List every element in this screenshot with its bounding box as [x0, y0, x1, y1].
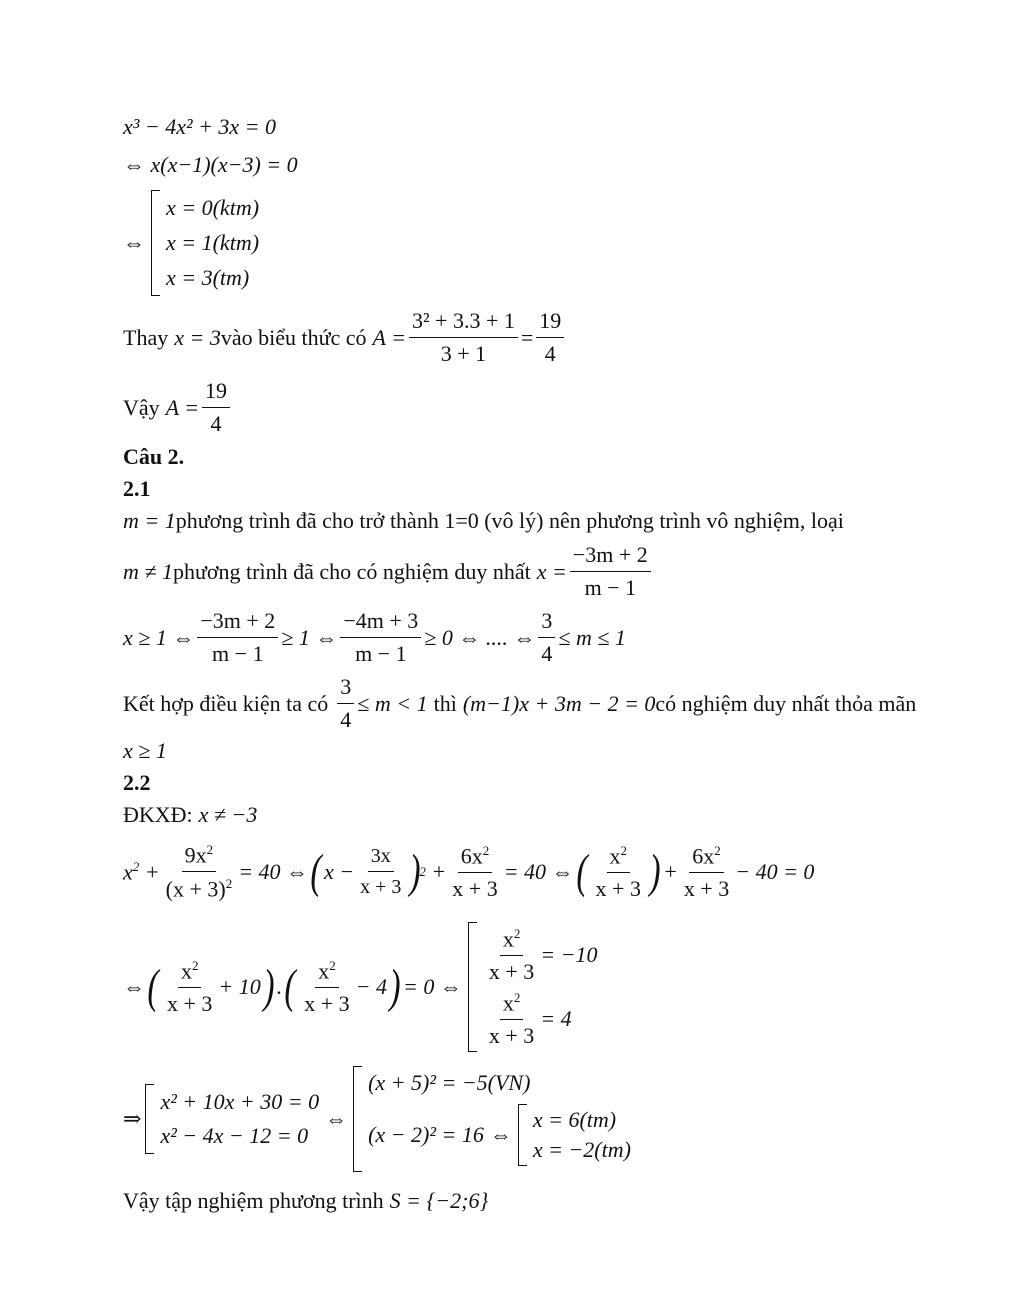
fraction-a: $\frac{\text{3² + 3.3 + 1}}{3 + 1}$: [409, 310, 518, 365]
final-answer: Vậy tập nghiệm phương trình S = {−2;6}: [123, 1188, 489, 1213]
condition-x-ge-1: x ≥ 1: [123, 738, 167, 763]
combine-conditions: Kết hợp điều kiện ta có $\frac{3}{4}$ ≤ m < 1 thì (m−1)x + 3m − 2 = 0 có nghiệm duy nhất thỏa mãn: [123, 674, 917, 732]
bracket: [151, 190, 160, 296]
domain-condition: ĐKXĐ: x ≠ −3: [123, 802, 258, 827]
conclusion-a: Vậy A = $\frac{19}{4}$: [123, 380, 233, 435]
case-x0: x = 0(ktm): [166, 195, 260, 221]
system-eq-4: (x − 2)² = 16: [368, 1122, 484, 1147]
solution-1: x = 6(tm): [532, 1107, 617, 1132]
fraction-solution: $\frac{-3m + 2}{m - 1}$: [570, 544, 651, 599]
text-line-mne1: m ≠ 1 phương trình đã cho có nghiệm duy nhất x = $\frac{-3m + 2}{m - 1}$: [123, 544, 654, 599]
system-eq-2: x² − 4x − 12 = 0: [160, 1123, 309, 1148]
heading-2-1: 2.1: [123, 476, 151, 501]
case-x3: x = 3(tm): [166, 264, 250, 290]
equation-system: ⇒ x² + 10x + 30 = 0 x² − 4x − 12 = 0 ⇔ (x + 5)² = −5(VN) (x − 2)² = 16 ⇔ x = 6(tm) x = −2(tm): [123, 1066, 631, 1172]
substitution-line: Thay x = 3 vào biểu thức có A = $\frac{\text{3² + 3.3 + 1}}{3 + 1}$ = $\frac{19}{4}$: [123, 310, 567, 365]
fraction-result-2: $\frac{19}{4}$: [202, 380, 230, 435]
text-line-m1: m = 1 phương trình đã cho trở thành 1=0 (vô lý) nên phương trình vô nghiệm, loại: [123, 508, 844, 533]
vay-label: Vậy: [123, 394, 160, 420]
equation-line-1: x³ − 4x² + 3x = 0: [123, 114, 277, 139]
fraction-result: $\frac{19}{4}$: [536, 310, 564, 365]
system-eq-1: x² + 10x + 30 = 0: [160, 1089, 320, 1114]
equation-factored: ⇔ ( $x^2$ x + 3 + 10 ) . ( $x^2$ x + 3 − 4 ) = 0 ⇔ $\frac{x^2}{x + 3}$ = −10 $\frac{x^2}{x + 3}$ = 4: [123, 922, 597, 1052]
thay-label-2: vào biểu thức có: [220, 324, 367, 350]
equiv-symbol: ⇔: [123, 230, 145, 255]
case-x1: x = 1(ktm): [166, 229, 260, 255]
a-equals: A =: [372, 324, 406, 350]
heading-cau-2: Câu 2.: [123, 444, 185, 469]
thay-x: x = 3: [174, 324, 221, 350]
equation-transform-1: $x^2$ + $\frac{9x^2}{(x + 3)^2}$ = 40 ⇔ ( x − $\frac{3x}{x + 3}$ ) 2 + $\frac{6x^2}{x + 3}$ = 40 ⇔ ( $x^2$ x + 3 ) + $\frac{6x^2}{x + 3}$ − 40 = 0: [123, 842, 815, 902]
case-system-1: [123, 190, 259, 296]
equation-line-2: ⇔ x(x−1)(x−3) = 0: [123, 152, 298, 177]
solution-2: x = −2(tm): [532, 1137, 631, 1162]
thay-label: Thay: [123, 324, 169, 350]
heading-2-2: 2.2: [123, 770, 151, 795]
system-eq-3: (x + 5)² = −5(VN): [368, 1070, 531, 1095]
inequality-chain: x ≥ 1 ⇔ $\frac{-3m + 2}{m - 1}$ ≥ 1 ⇔ $\frac{-4m + 3}{m - 1}$ ≥ 0 ⇔ .... ⇔ $\frac{3}{4}$ ≤ m ≤ 1: [123, 608, 626, 666]
